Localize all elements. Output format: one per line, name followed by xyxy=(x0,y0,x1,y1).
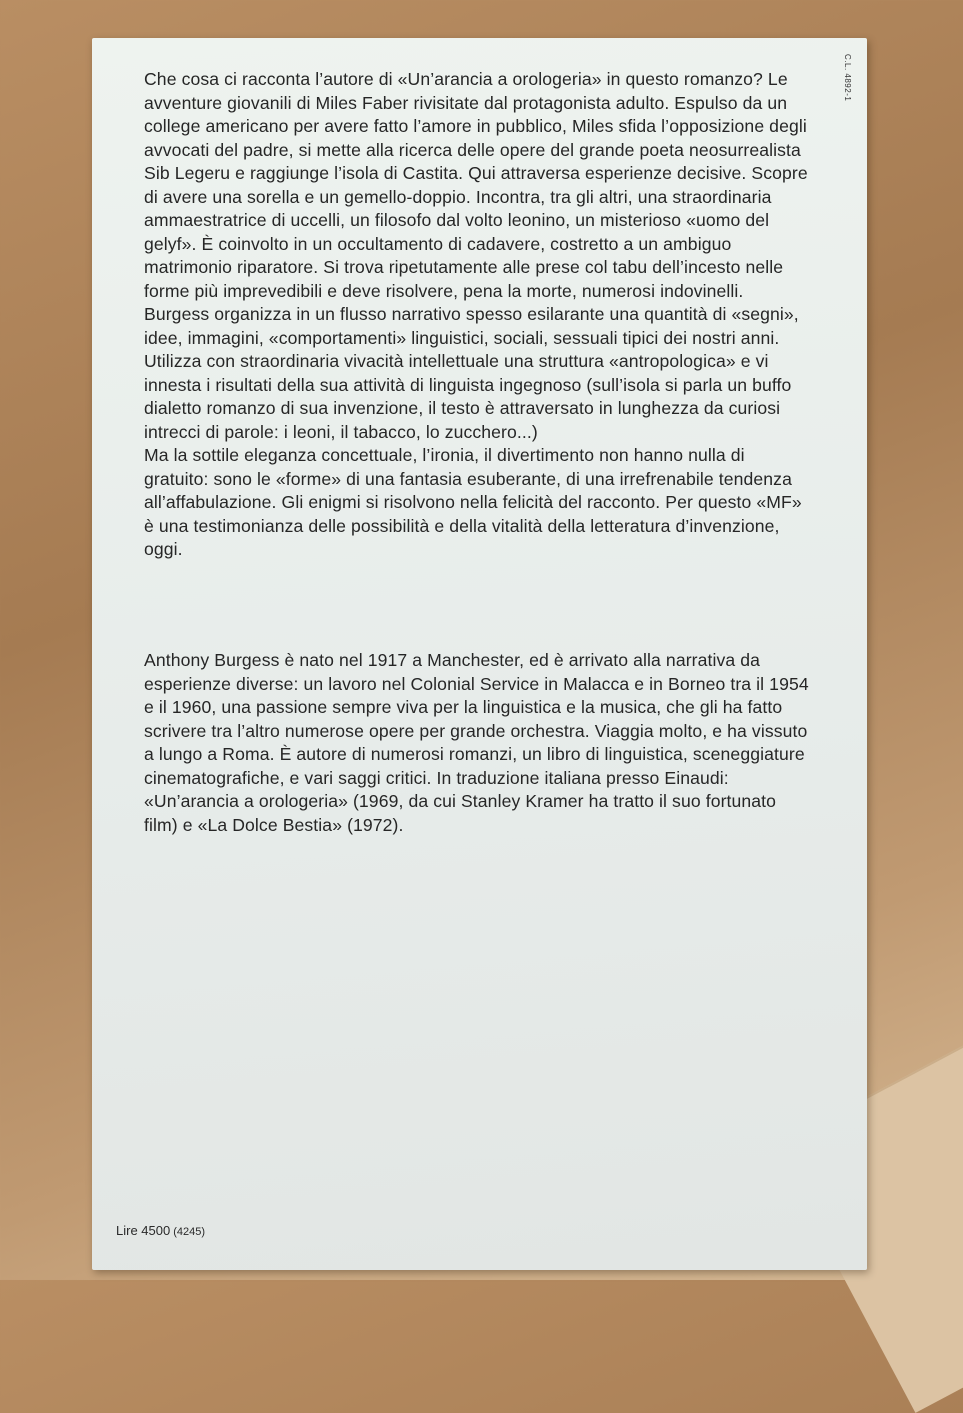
book-back-cover xyxy=(92,38,867,1270)
price-label: Lire 4500 xyxy=(116,1223,171,1238)
blurb-paragraph-3: Ma la sottile eleganza concettuale, l’ironia, il divertimento non hanno nulla di gratuito: sono le «forme» di una fantasia esuberante, di una irrefrenabile tendenza all’affabulazione. Gli enigmi si risolvono nella felicità del racconto. Per questo «MF» è una testimonianza delle possibilità e della vitalità della letteratura d’invenzione, oggi. xyxy=(144,445,802,559)
blurb-paragraph-2: Burgess organizza in un flusso narrativo spesso esilarante una quantità di «segni», idee, immagini, «comportamenti» linguistici, sociali, sessuali tipici dei nostri anni. Utilizza con straordinaria vivacità intellettuale una struttura «antropologica» e vi innesta i risultati della sua attività di linguista ingegnoso (sull’isola si parla un buffo dialetto romanzo di sua invenzione, il testo è attraversato in lunghezza da curiosi intrecci di parole: i leoni, il tabacco, lo zucchero...) xyxy=(144,304,799,442)
blurb-paragraph-1: Che cosa ci racconta l’autore di «Un’arancia a orologeria» in questo romanzo? Le avventure giovanili di Miles Faber rivisitate dal protagonista adulto. Espulso da un college americano per avere fatto l’amore in pubblico, Miles sfida l’opposizione degli avvocati del padre, si mette alla ricerca delle opere del grande poeta neosurrealista Sib Legeru e raggiunge l’isola di Castita. Qui attraversa esperienze decisive. Scopre di avere una sorella e un gemello-doppio. Incontra, tra gli altri, una straordinaria ammaestratrice di uccelli, un filosofo dal volto leonino, un misterioso «uomo del gelyf». È coinvolto in un occultamento di cadavere, costretto a un ambiguo matrimonio riparatore. Si trova ripetutamente alle prese col tabu dell’incesto nelle forme più imprevedibili e deve risolvere, pena la morte, numerosi indovinelli. xyxy=(144,69,808,301)
author-bio: Anthony Burgess è nato nel 1917 a Manchester, ed è arrivato alla narrativa da esperienze diverse: un lavoro nel Colonial Service in Malacca e in Borneo tra il 1954 e il 1960, una passione sempre viva per la linguistica e la musica, che gli ha fatto scrivere tra l’altro numerose opere per grande orchestra. Viaggia molto, e ha vissuto a lungo a Roma. È autore di numerosi romanzi, un libro di linguistica, sceneggiature cinematografiche, e vari saggi critici. In traduzione italiana presso Einaudi: «Un’arancia a orologeria» (1969, da cui Stanley Kramer ha tratto il suo fortunato film) e «La Dolce Bestia» (1972). xyxy=(144,650,809,835)
price-code: (4245) xyxy=(173,1226,206,1238)
blurb-text xyxy=(144,68,809,562)
price-line xyxy=(116,1223,205,1238)
catalog-code: C.L. 4892-1 xyxy=(843,54,852,102)
